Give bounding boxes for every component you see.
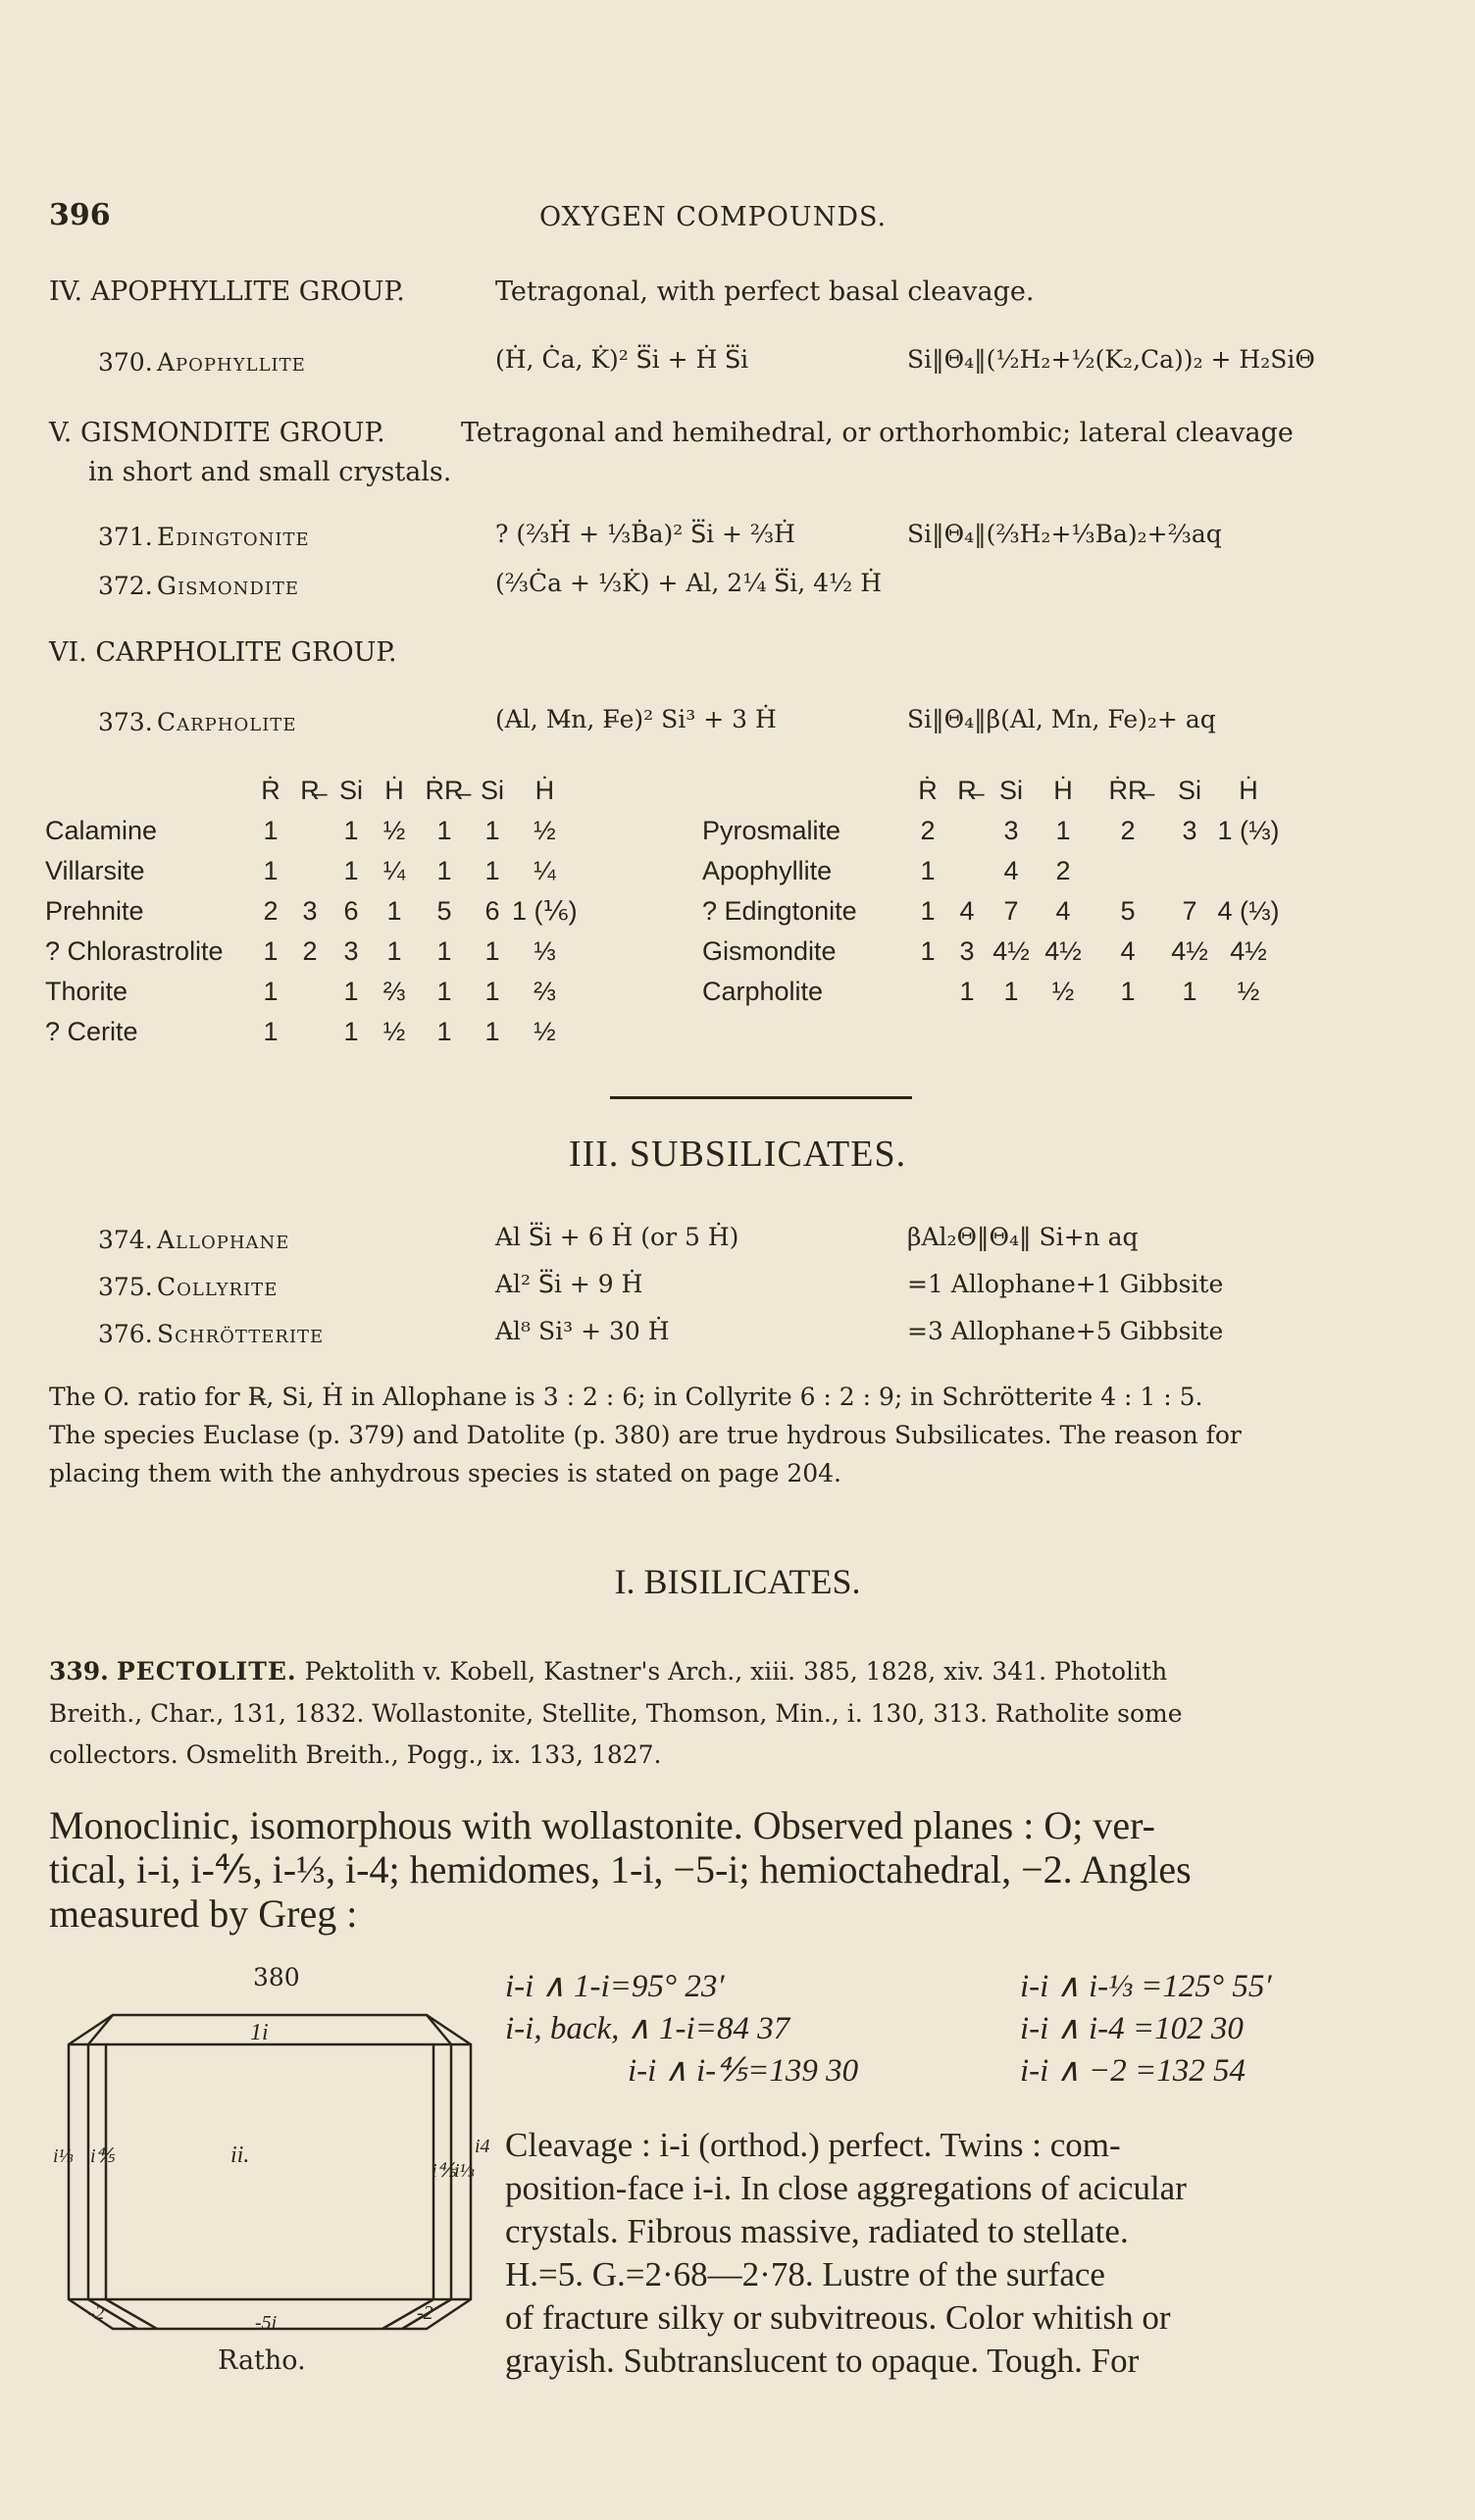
table-cell: 7 [1182, 896, 1197, 926]
table-cell: 1 [484, 1017, 500, 1046]
table-cell: 1 [436, 936, 452, 966]
species-number: 376. [98, 1320, 153, 1348]
face-label: 1i [250, 2020, 269, 2045]
table-cell [947, 811, 987, 851]
properties-line: position-face i-i. In close aggregations of acicular [505, 2169, 1187, 2207]
species-number: 375. [98, 1273, 153, 1301]
angle-measurement: i-i, back, ∧ 1-i=84 37 [505, 2011, 790, 2046]
column-header: Ḣ [1053, 776, 1073, 805]
table-cell: 1 [263, 977, 279, 1006]
species-number: 373. [98, 708, 153, 736]
synonymy-text: Breith., Char., 131, 1832. Wollastonite, Stellite, Thomson, Min., i. 130, 313. Ratholite some [49, 1699, 1183, 1728]
table-cell: 2 [1055, 856, 1071, 885]
table-cell: 4½ [1230, 936, 1267, 966]
mineral-name: ? Chlorastrolite [45, 936, 224, 966]
table-row [702, 811, 1283, 851]
table-cell: 1 [386, 936, 402, 966]
table-cell: 6 [484, 896, 500, 926]
species-formula-old: (Ḣ, Ċa, K̇)² S⃛i + Ḣ S⃛i [495, 345, 749, 374]
table-cell: 3 [1003, 816, 1019, 845]
table-cell [290, 1012, 330, 1052]
table-cell: 6 [343, 896, 359, 926]
table-cell: 3 [302, 896, 318, 926]
table-cell: 7 [1003, 896, 1019, 926]
entry-name: PECTOLITE. [116, 1657, 297, 1686]
mineral-name: Carpholite [702, 977, 824, 1006]
table-cell: 2 [920, 816, 936, 845]
column-header: Ḣ [1239, 776, 1258, 805]
table-cell: 1 [343, 977, 359, 1006]
table-cell: 4 [1120, 936, 1136, 966]
table-cell: 3 [1182, 816, 1197, 845]
table-cell: 1 [920, 936, 936, 966]
mineral-name: Apophyllite [702, 856, 833, 885]
table-cell: 1 [1120, 977, 1136, 1006]
column-header: R̶ [300, 776, 320, 805]
column-header: R̶ [957, 776, 977, 805]
entry-number: 339. [49, 1657, 109, 1686]
description-line: tical, i-i, i-⅘, i-⅓, i-4; hemidomes, 1-i, −5-i; hemioctahedral, −2. Angles [49, 1847, 1192, 1891]
table-cell: ½ [382, 1017, 406, 1046]
note-line: The O. ratio for R̶, Si, Ḣ in Allophane is 3 : 2 : 6; in Collyrite 6 : 2 : 9; in Schrötterite 4 : 1 : 5. [49, 1383, 1203, 1411]
page-number: 396 [49, 198, 111, 232]
species-formula-old: A̶l S⃛i + 6 Ḣ (or 5 Ḣ) [495, 1223, 739, 1251]
face-label: i⅓ [454, 2160, 475, 2182]
description-line: Monoclinic, isomorphous with wollastonite. Observed planes : O; ver- [49, 1803, 1155, 1847]
table-cell: ¼ [382, 856, 406, 885]
description-line: measured by Greg : [49, 1891, 358, 1936]
table-cell: 1 [436, 816, 452, 845]
table-cell: 1 [343, 856, 359, 885]
species-number: 372. [98, 572, 153, 600]
species-name: Allophane [157, 1226, 290, 1254]
table-cell: 1 [1003, 977, 1019, 1006]
crystal-outline [69, 2015, 471, 2329]
table-cell: 1 [263, 936, 279, 966]
mineral-name: ? Edingtonite [702, 896, 857, 926]
face-label: -2 [417, 2302, 433, 2324]
mineral-name: Calamine [45, 816, 158, 845]
table-cell: 1 [1055, 816, 1071, 845]
mineral-name: Thorite [45, 977, 128, 1006]
column-header: ṘR̶ [1108, 776, 1147, 805]
table-cell: 1 [263, 816, 279, 845]
properties-line: crystals. Fibrous massive, radiated to stellate. [505, 2212, 1129, 2250]
mineral-name: ? Cerite [45, 1017, 138, 1046]
table-row [702, 972, 1283, 1012]
species-formula-new: Si‖Θ₄‖(½H₂+½(K₂,Ca))₂ + H₂SiΘ [907, 345, 1315, 374]
note-line: placing them with the anhydrous species is stated on page 204. [49, 1459, 841, 1487]
table-cell: 2 [302, 936, 318, 966]
table-cell: ½ [534, 816, 556, 845]
running-title: OXYGEN COMPOUNDS. [539, 202, 888, 232]
table-cell: 1 [436, 856, 452, 885]
table-cell [1091, 851, 1165, 891]
table-cell: 3 [959, 936, 975, 966]
column-header: Si [1177, 776, 1201, 805]
table-row [702, 851, 1283, 891]
face-label: -5i [255, 2312, 278, 2334]
group-v-description: Tetragonal and hemihedral, or orthorhombic; lateral cleavage [461, 418, 1294, 448]
table-cell: ¼ [534, 856, 556, 885]
table-header-row [45, 771, 578, 811]
species-formula-new: =3 Allophane+5 Gibbsite [907, 1317, 1224, 1345]
table-cell [290, 851, 330, 891]
group-iv-heading: IV. APOPHYLLITE GROUP. [49, 277, 405, 307]
column-header: Ḣ [534, 776, 555, 805]
table-cell: 1 [343, 1017, 359, 1046]
table-cell: 1 (⅙) [512, 896, 578, 926]
table-cell: 5 [436, 896, 452, 926]
ratio-table-right [702, 771, 1283, 1012]
table-cell: 1 [920, 856, 936, 885]
ratio-table-left [45, 771, 578, 1052]
properties-line: of fracture silky or subvitreous. Color whitish or [505, 2298, 1171, 2337]
species-formula-old: A̶l² S⃛i + 9 Ḣ [495, 1270, 643, 1298]
species-number: 374. [98, 1226, 153, 1254]
table-cell: 1 [263, 856, 279, 885]
species-formula-new: Si‖Θ₄‖(⅔H₂+⅓Ba)₂+⅔aq [907, 520, 1222, 548]
mineral-name: Prehnite [45, 896, 144, 926]
table-cell: 4 [959, 896, 975, 926]
section-heading: III. SUBSILICATES. [568, 1134, 907, 1175]
species-formula-old: (⅔Ċa + ⅓K̇) + A̶l, 2¼ S⃛i, 4½ Ḣ [495, 569, 883, 597]
figure-caption: Ratho. [218, 2345, 306, 2376]
table-row [45, 851, 578, 891]
table-cell: 1 [386, 896, 402, 926]
table-cell: 1 (⅓) [1217, 816, 1280, 845]
table-cell: 1 [263, 1017, 279, 1046]
face-label: ii. [230, 2142, 250, 2168]
face-label: i⅘ [90, 2145, 115, 2167]
table-cell: 1 [484, 816, 500, 845]
table-cell [908, 972, 947, 1012]
column-header: ṘR̶ [425, 776, 464, 805]
table-cell: ½ [1051, 977, 1075, 1006]
species-number: 371. [98, 523, 153, 551]
table-row [702, 891, 1283, 932]
mineral-name: Villarsite [45, 856, 145, 885]
table-cell: 1 [920, 896, 936, 926]
species-formula-new: βAl₂Θ‖Θ₄‖ Si+n aq [907, 1223, 1139, 1251]
table-cell: ½ [534, 1017, 556, 1046]
species-formula-new: Si‖Θ₄‖β(Al, Mn, Fe)₂+ aq [907, 705, 1216, 733]
species-formula-old: A̶l⁸ Si³ + 30 Ḣ [495, 1317, 670, 1345]
angle-measurement: i-i ∧ i-⅓ =125° 55′ [1020, 1969, 1272, 2004]
column-header: Ṙ [261, 776, 280, 805]
face-label: i4 [475, 2136, 490, 2157]
table-cell: 4½ [1044, 936, 1082, 966]
species-name: Gismondite [157, 572, 300, 600]
table-cell: 4 (⅓) [1217, 896, 1280, 926]
crystal-figure [53, 2005, 490, 2339]
column-header: Si [480, 776, 504, 805]
table-cell [290, 972, 330, 1012]
table-cell: 1 [343, 816, 359, 845]
note-line: The species Euclase (p. 379) and Datolite (p. 380) are true hydrous Subsilicates. The reason for [49, 1421, 1242, 1449]
column-header: Si [338, 776, 363, 805]
species-formula-new: =1 Allophane+1 Gibbsite [907, 1270, 1224, 1298]
species-name: Collyrite [157, 1273, 279, 1301]
table-cell: 3 [343, 936, 359, 966]
table-row [45, 811, 578, 851]
group-vi-heading: VI. CARPHOLITE GROUP. [49, 637, 397, 668]
group-v-description-cont: in short and small crystals. [88, 457, 452, 487]
table-cell: 4 [1055, 896, 1071, 926]
table-cell: ½ [1237, 977, 1260, 1006]
species-name: Edingtonite [157, 523, 310, 551]
properties-line: H.=5. G.=2·68—2·78. Lustre of the surface [505, 2255, 1105, 2293]
mineral-name: Gismondite [702, 936, 837, 966]
table-cell [290, 811, 330, 851]
table-cell: 5 [1120, 896, 1136, 926]
angle-measurement: i-i ∧ i-⅘=139 30 [628, 2053, 859, 2089]
table-cell: 1 [484, 977, 500, 1006]
table-cell [1165, 851, 1214, 891]
table-row [45, 891, 578, 932]
face-label: i⅓ [53, 2145, 74, 2167]
table-header-row [702, 771, 1283, 811]
species-name: Carpholite [157, 708, 297, 736]
table-row [45, 1012, 578, 1052]
figure-number: 380 [253, 1963, 300, 1991]
column-header: Ḣ [384, 776, 404, 805]
angle-measurement: i-i ∧ i-4 =102 30 [1020, 2011, 1244, 2046]
species-number: 370. [98, 348, 153, 377]
table-row [45, 932, 578, 972]
table-row [45, 972, 578, 1012]
species-formula-old: ? (⅔Ḣ + ⅓Ḃa)² S⃛i + ⅔Ḣ [495, 520, 795, 548]
properties-line: Cleavage : i-i (orthod.) perfect. Twins : com- [505, 2126, 1121, 2164]
species-formula-old: (A̶l, M̶n, F̶e)² Si³ + 3 Ḣ [495, 705, 777, 733]
angle-measurement: i-i ∧ −2 =132 54 [1020, 2053, 1246, 2089]
table-cell: ⅔ [382, 977, 406, 1006]
table-cell: 2 [1120, 816, 1136, 845]
table-row [702, 932, 1283, 972]
table-cell: 4½ [1171, 936, 1208, 966]
species-name: Schrötterite [157, 1320, 325, 1348]
species-name: Apophyllite [157, 348, 306, 377]
face-label: -2 [88, 2302, 105, 2324]
table-cell [1214, 851, 1283, 891]
mineral-name: Pyrosmalite [702, 816, 841, 845]
table-cell: ⅔ [534, 977, 556, 1006]
table-cell: 1 [436, 977, 452, 1006]
table-cell: 1 [484, 936, 500, 966]
group-v-heading: V. GISMONDITE GROUP. [49, 418, 385, 448]
section-divider [610, 1096, 912, 1099]
column-header: Si [998, 776, 1023, 805]
table-cell: 1 [484, 856, 500, 885]
table-cell [947, 851, 987, 891]
synonymy-text: collectors. Osmelith Breith., Pogg., ix. 133, 1827. [49, 1740, 662, 1769]
table-cell: ½ [382, 816, 406, 845]
table-cell: ⅓ [534, 936, 556, 966]
group-iv-description: Tetragonal, with perfect basal cleavage. [495, 277, 1035, 307]
angle-measurement: i-i ∧ 1-i=95° 23′ [505, 1969, 725, 2004]
properties-line: grayish. Subtranslucent to opaque. Tough. For [505, 2342, 1140, 2380]
table-cell: 1 [1182, 977, 1197, 1006]
face-label: i⅘ [432, 2160, 456, 2182]
section-heading: I. BISILICATES. [614, 1562, 861, 1601]
table-cell: 1 [959, 977, 975, 1006]
column-header: Ṙ [918, 776, 938, 805]
table-cell: 4 [1003, 856, 1019, 885]
table-cell: 1 [436, 1017, 452, 1046]
synonymy-text: Pektolith v. Kobell, Kastner's Arch., xiii. 385, 1828, xiv. 341. Photolith [304, 1657, 1168, 1686]
table-cell: 2 [263, 896, 279, 926]
table-cell: 4½ [992, 936, 1030, 966]
